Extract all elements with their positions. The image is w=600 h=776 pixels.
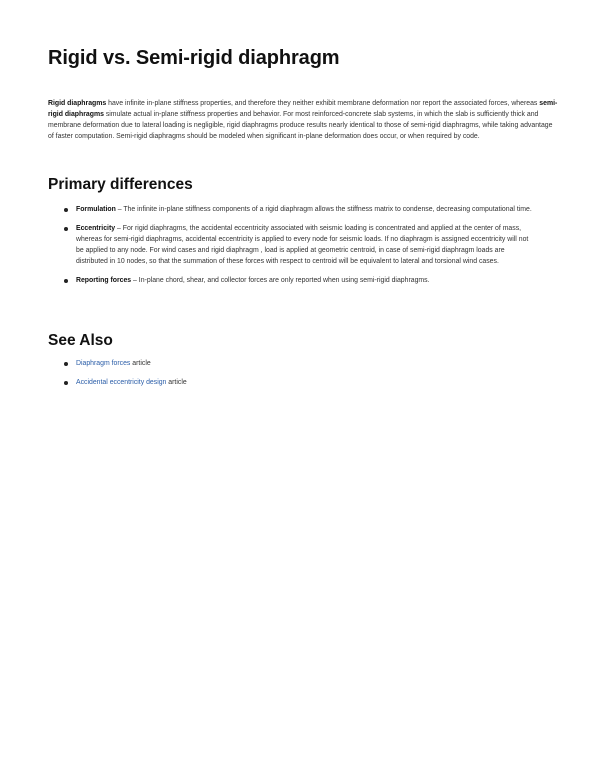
list-item-term: Eccentricity <box>76 225 116 232</box>
bullet-icon <box>64 208 68 212</box>
list-item-reporting-forces <box>64 275 534 286</box>
intro-text-1: have infinite in-plane stiffness properties, and therefore they neither exhibit membrane deformation nor report the associated forces, whereas <box>106 100 540 107</box>
list-item-term: Reporting forces <box>76 277 132 284</box>
see-also-list <box>64 358 534 396</box>
primary-differences-heading: Primary differences <box>48 176 193 193</box>
bullet-icon <box>64 362 68 366</box>
list-item-term: Formulation <box>76 206 116 213</box>
primary-differences-list <box>64 204 534 294</box>
list-item-eccentricity <box>64 223 534 267</box>
intro-term-rigid: Rigid diaphragms <box>48 100 107 107</box>
intro-paragraph <box>48 98 558 142</box>
link-suffix: article <box>130 360 151 367</box>
intro-text-2: simulate actual in-plane stiffness properties and behavior. For most reinforced-concrete slab systems, in which the slab is sufficiently thick and membrane deformation due to lateral loading is negligible, rigid diaphragms produce results nearly identical to those of semi-rigid diaphragms, while taking advantage of faster computation. Semi-rigid diaphragms should be modeled when significant in-plane deformation does occur, or when required by code. <box>48 111 553 140</box>
diaphragm-forces-link[interactable]: Diaphragm forces <box>76 360 131 367</box>
list-item-text: – The infinite in-plane stiffness components of a rigid diaphragm allows the stiffness matrix to condense, decreasing computational time. <box>115 206 532 213</box>
page-title: Rigid vs. Semi-rigid diaphragm <box>48 47 340 69</box>
see-also-item-accidental-eccentricity <box>64 377 534 388</box>
bullet-icon <box>64 227 68 231</box>
accidental-eccentricity-design-link[interactable]: Accidental eccentricity design <box>76 379 167 386</box>
bullet-icon <box>64 381 68 385</box>
intro-term-semi-rigid: semi-rigid diaphragms <box>48 100 558 118</box>
bullet-icon <box>64 279 68 283</box>
list-item-text: – For rigid diaphragms, the accidental eccentricity associated with seismic loading is concentrated and applied at the center of mass, whereas for semi-rigid diaphragms, accidental eccentricity is applied to every node for seismic loads. If no diaphragm is assigned eccentricity will not be applied to any node. For wind cases and rigid diaphragm , load is applied at geometric centroid, in case of semi-rigid diaphragm loads are distributed in 10 nodes, so that the summation of these forces with respect to centroid will be equivalent to lateral and torsional wind cases. <box>76 225 529 265</box>
link-suffix: article <box>166 379 187 386</box>
see-also-item-diaphragm-forces <box>64 358 534 369</box>
list-item-text: – In-plane chord, shear, and collector forces are only reported when using semi-rigid diaphragms. <box>131 277 430 284</box>
see-also-heading: See Also <box>48 332 113 349</box>
list-item-formulation <box>64 204 534 215</box>
